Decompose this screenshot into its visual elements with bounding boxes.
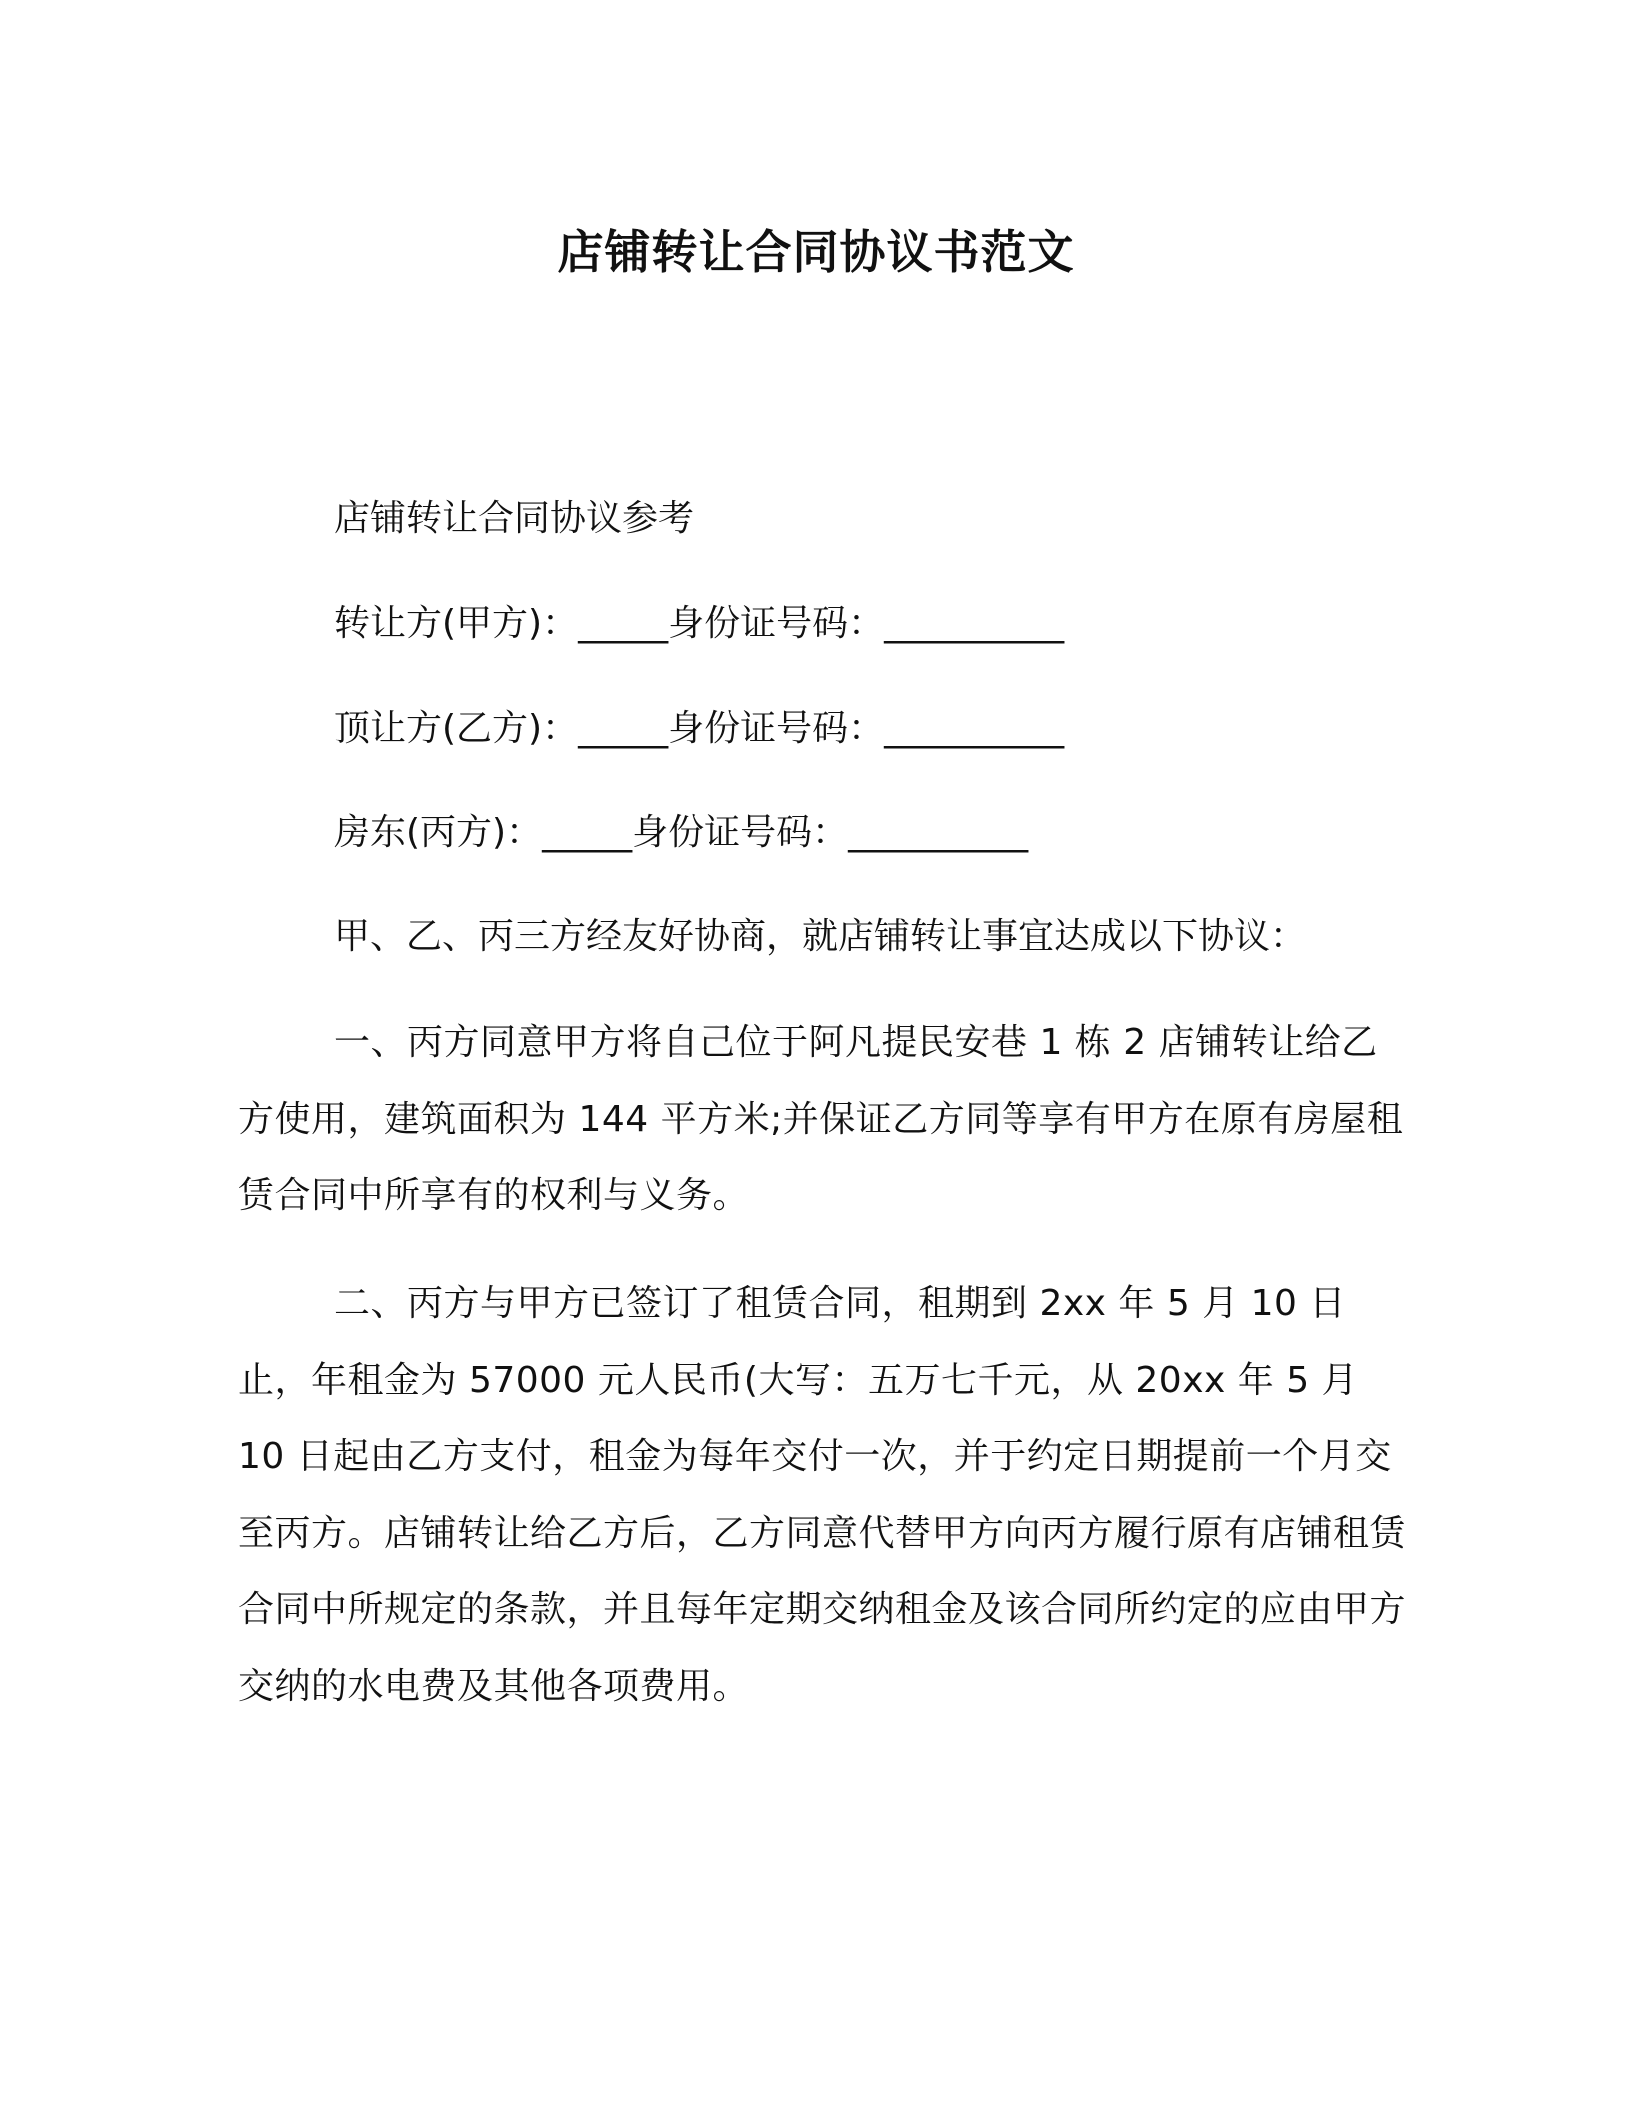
- clause-paragraph: 二、丙方与甲方已签订了租赁合同，租期到 2xx 年 5 月 10 日止，年租金为 57000 元人民币(大写：五万七千元，从 20xx 年 5 月 10 日起由乙方支付，租金为每年交付一次，并于约定日期提前一个月交至丙方。店铺转让给乙方后，乙方同意代替甲方向丙方履行原有店铺租赁合同中所规定的条款，并且每年定期交纳租金及该合同所约定的应由甲方交纳的水电费及其他各项费用。: [238, 1283, 1407, 1707]
- document-subtitle: 店铺转让合同协议参考: [334, 498, 695, 539]
- party-a-line: 转让方(甲方)：_____身份证号码：__________: [334, 603, 1065, 644]
- party-b-line: 顶让方(乙方)：_____身份证号码：__________: [334, 708, 1065, 749]
- document-title: 店铺转让合同协议书范文: [557, 225, 1075, 279]
- landlord-line: 房东(丙方)：_____身份证号码：__________: [334, 812, 1029, 853]
- clause-paragraph: 一、丙方同意甲方将自己位于阿凡提民安巷 1 栋 2 店铺转让给乙方使用，建筑面积为 144 平方米;并保证乙方同等享有甲方在原有房屋租赁合同中所享有的权利与义务。: [238, 1022, 1404, 1216]
- intro-paragraph: 甲、乙、丙三方经友好协商，就店铺转让事宜达成以下协议：: [334, 916, 1307, 957]
